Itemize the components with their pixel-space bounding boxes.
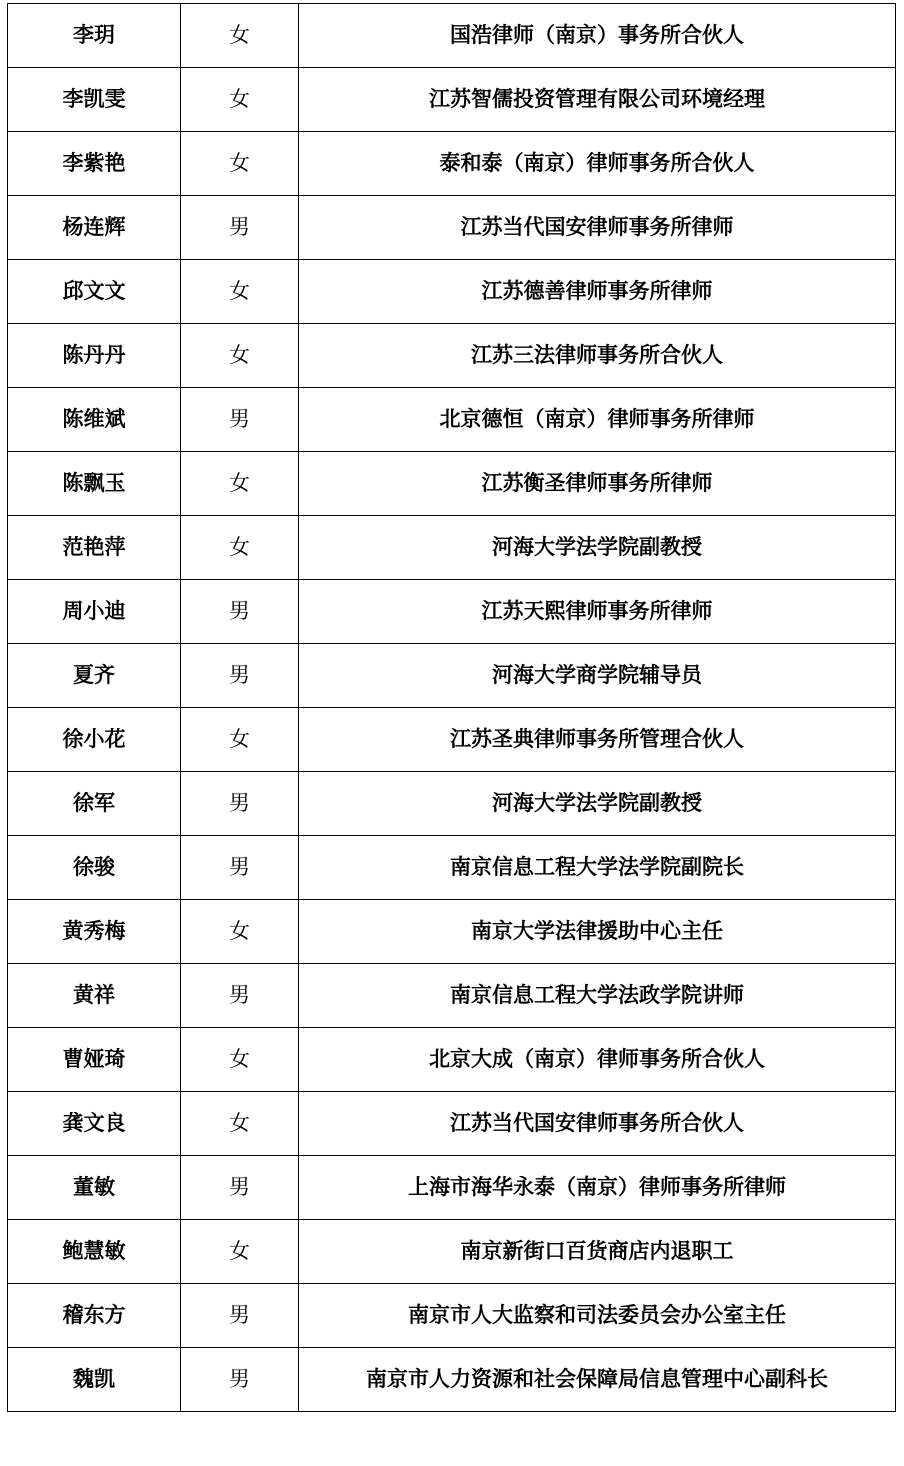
name-cell: 陈维斌	[8, 388, 181, 452]
table-row	[8, 708, 896, 772]
table-row	[8, 836, 896, 900]
table-row	[8, 452, 896, 516]
table-row	[8, 324, 896, 388]
organization-cell: 北京大成（南京）律师事务所合伙人	[299, 1028, 896, 1092]
table-row	[8, 132, 896, 196]
gender-cell: 男	[181, 964, 299, 1028]
name-cell: 李玥	[8, 4, 181, 68]
table-row	[8, 1348, 896, 1412]
name-cell: 邱文文	[8, 260, 181, 324]
gender-cell: 女	[181, 516, 299, 580]
organization-cell: 河海大学法学院副教授	[299, 516, 896, 580]
organization-cell: 国浩律师（南京）事务所合伙人	[299, 4, 896, 68]
name-cell: 龚文良	[8, 1092, 181, 1156]
gender-cell: 女	[181, 132, 299, 196]
gender-cell: 女	[181, 452, 299, 516]
name-cell: 稽东方	[8, 1284, 181, 1348]
table-row	[8, 1028, 896, 1092]
gender-cell: 男	[181, 580, 299, 644]
gender-cell: 女	[181, 1220, 299, 1284]
name-cell: 徐小花	[8, 708, 181, 772]
organization-cell: 南京信息工程大学法学院副院长	[299, 836, 896, 900]
gender-cell: 女	[181, 1092, 299, 1156]
table-row	[8, 580, 896, 644]
organization-cell: 北京德恒（南京）律师事务所律师	[299, 388, 896, 452]
organization-cell: 南京市人大监察和司法委员会办公室主任	[299, 1284, 896, 1348]
name-cell: 陈飘玉	[8, 452, 181, 516]
table-row	[8, 772, 896, 836]
table-row	[8, 900, 896, 964]
organization-cell: 江苏圣典律师事务所管理合伙人	[299, 708, 896, 772]
table-row	[8, 964, 896, 1028]
organization-cell: 南京大学法律援助中心主任	[299, 900, 896, 964]
organization-cell: 江苏智儒投资管理有限公司环境经理	[299, 68, 896, 132]
name-cell: 董敏	[8, 1156, 181, 1220]
organization-cell: 江苏三法律师事务所合伙人	[299, 324, 896, 388]
name-cell: 夏齐	[8, 644, 181, 708]
table-row	[8, 516, 896, 580]
table-row	[8, 260, 896, 324]
name-cell: 鲍慧敏	[8, 1220, 181, 1284]
organization-cell: 江苏当代国安律师事务所律师	[299, 196, 896, 260]
gender-cell: 女	[181, 4, 299, 68]
table-row	[8, 644, 896, 708]
gender-cell: 女	[181, 324, 299, 388]
table-row	[8, 1284, 896, 1348]
table-row	[8, 1092, 896, 1156]
gender-cell: 男	[181, 836, 299, 900]
gender-cell: 男	[181, 644, 299, 708]
organization-cell: 河海大学商学院辅导员	[299, 644, 896, 708]
gender-cell: 男	[181, 1284, 299, 1348]
gender-cell: 女	[181, 900, 299, 964]
member-table	[7, 3, 896, 1412]
gender-cell: 男	[181, 772, 299, 836]
name-cell: 范艳萍	[8, 516, 181, 580]
organization-cell: 上海市海华永泰（南京）律师事务所律师	[299, 1156, 896, 1220]
organization-cell: 河海大学法学院副教授	[299, 772, 896, 836]
table-row	[8, 68, 896, 132]
table-row	[8, 1156, 896, 1220]
name-cell: 黄祥	[8, 964, 181, 1028]
organization-cell: 江苏衡圣律师事务所律师	[299, 452, 896, 516]
name-cell: 周小迪	[8, 580, 181, 644]
organization-cell: 南京信息工程大学法政学院讲师	[299, 964, 896, 1028]
table-row	[8, 1220, 896, 1284]
gender-cell: 男	[181, 196, 299, 260]
name-cell: 黄秀梅	[8, 900, 181, 964]
table-row	[8, 196, 896, 260]
name-cell: 杨连辉	[8, 196, 181, 260]
member-table-body	[8, 4, 896, 1412]
organization-cell: 江苏德善律师事务所律师	[299, 260, 896, 324]
name-cell: 徐骏	[8, 836, 181, 900]
name-cell: 魏凯	[8, 1348, 181, 1412]
gender-cell: 女	[181, 1028, 299, 1092]
name-cell: 李凯雯	[8, 68, 181, 132]
name-cell: 曹娅琦	[8, 1028, 181, 1092]
organization-cell: 江苏当代国安律师事务所合伙人	[299, 1092, 896, 1156]
organization-cell: 南京新街口百货商店内退职工	[299, 1220, 896, 1284]
gender-cell: 男	[181, 388, 299, 452]
gender-cell: 女	[181, 260, 299, 324]
name-cell: 徐军	[8, 772, 181, 836]
organization-cell: 南京市人力资源和社会保障局信息管理中心副科长	[299, 1348, 896, 1412]
gender-cell: 男	[181, 1156, 299, 1220]
gender-cell: 女	[181, 68, 299, 132]
name-cell: 陈丹丹	[8, 324, 181, 388]
name-cell: 李紫艳	[8, 132, 181, 196]
organization-cell: 泰和泰（南京）律师事务所合伙人	[299, 132, 896, 196]
gender-cell: 男	[181, 1348, 299, 1412]
gender-cell: 女	[181, 708, 299, 772]
table-row	[8, 388, 896, 452]
organization-cell: 江苏天熙律师事务所律师	[299, 580, 896, 644]
table-row	[8, 4, 896, 68]
